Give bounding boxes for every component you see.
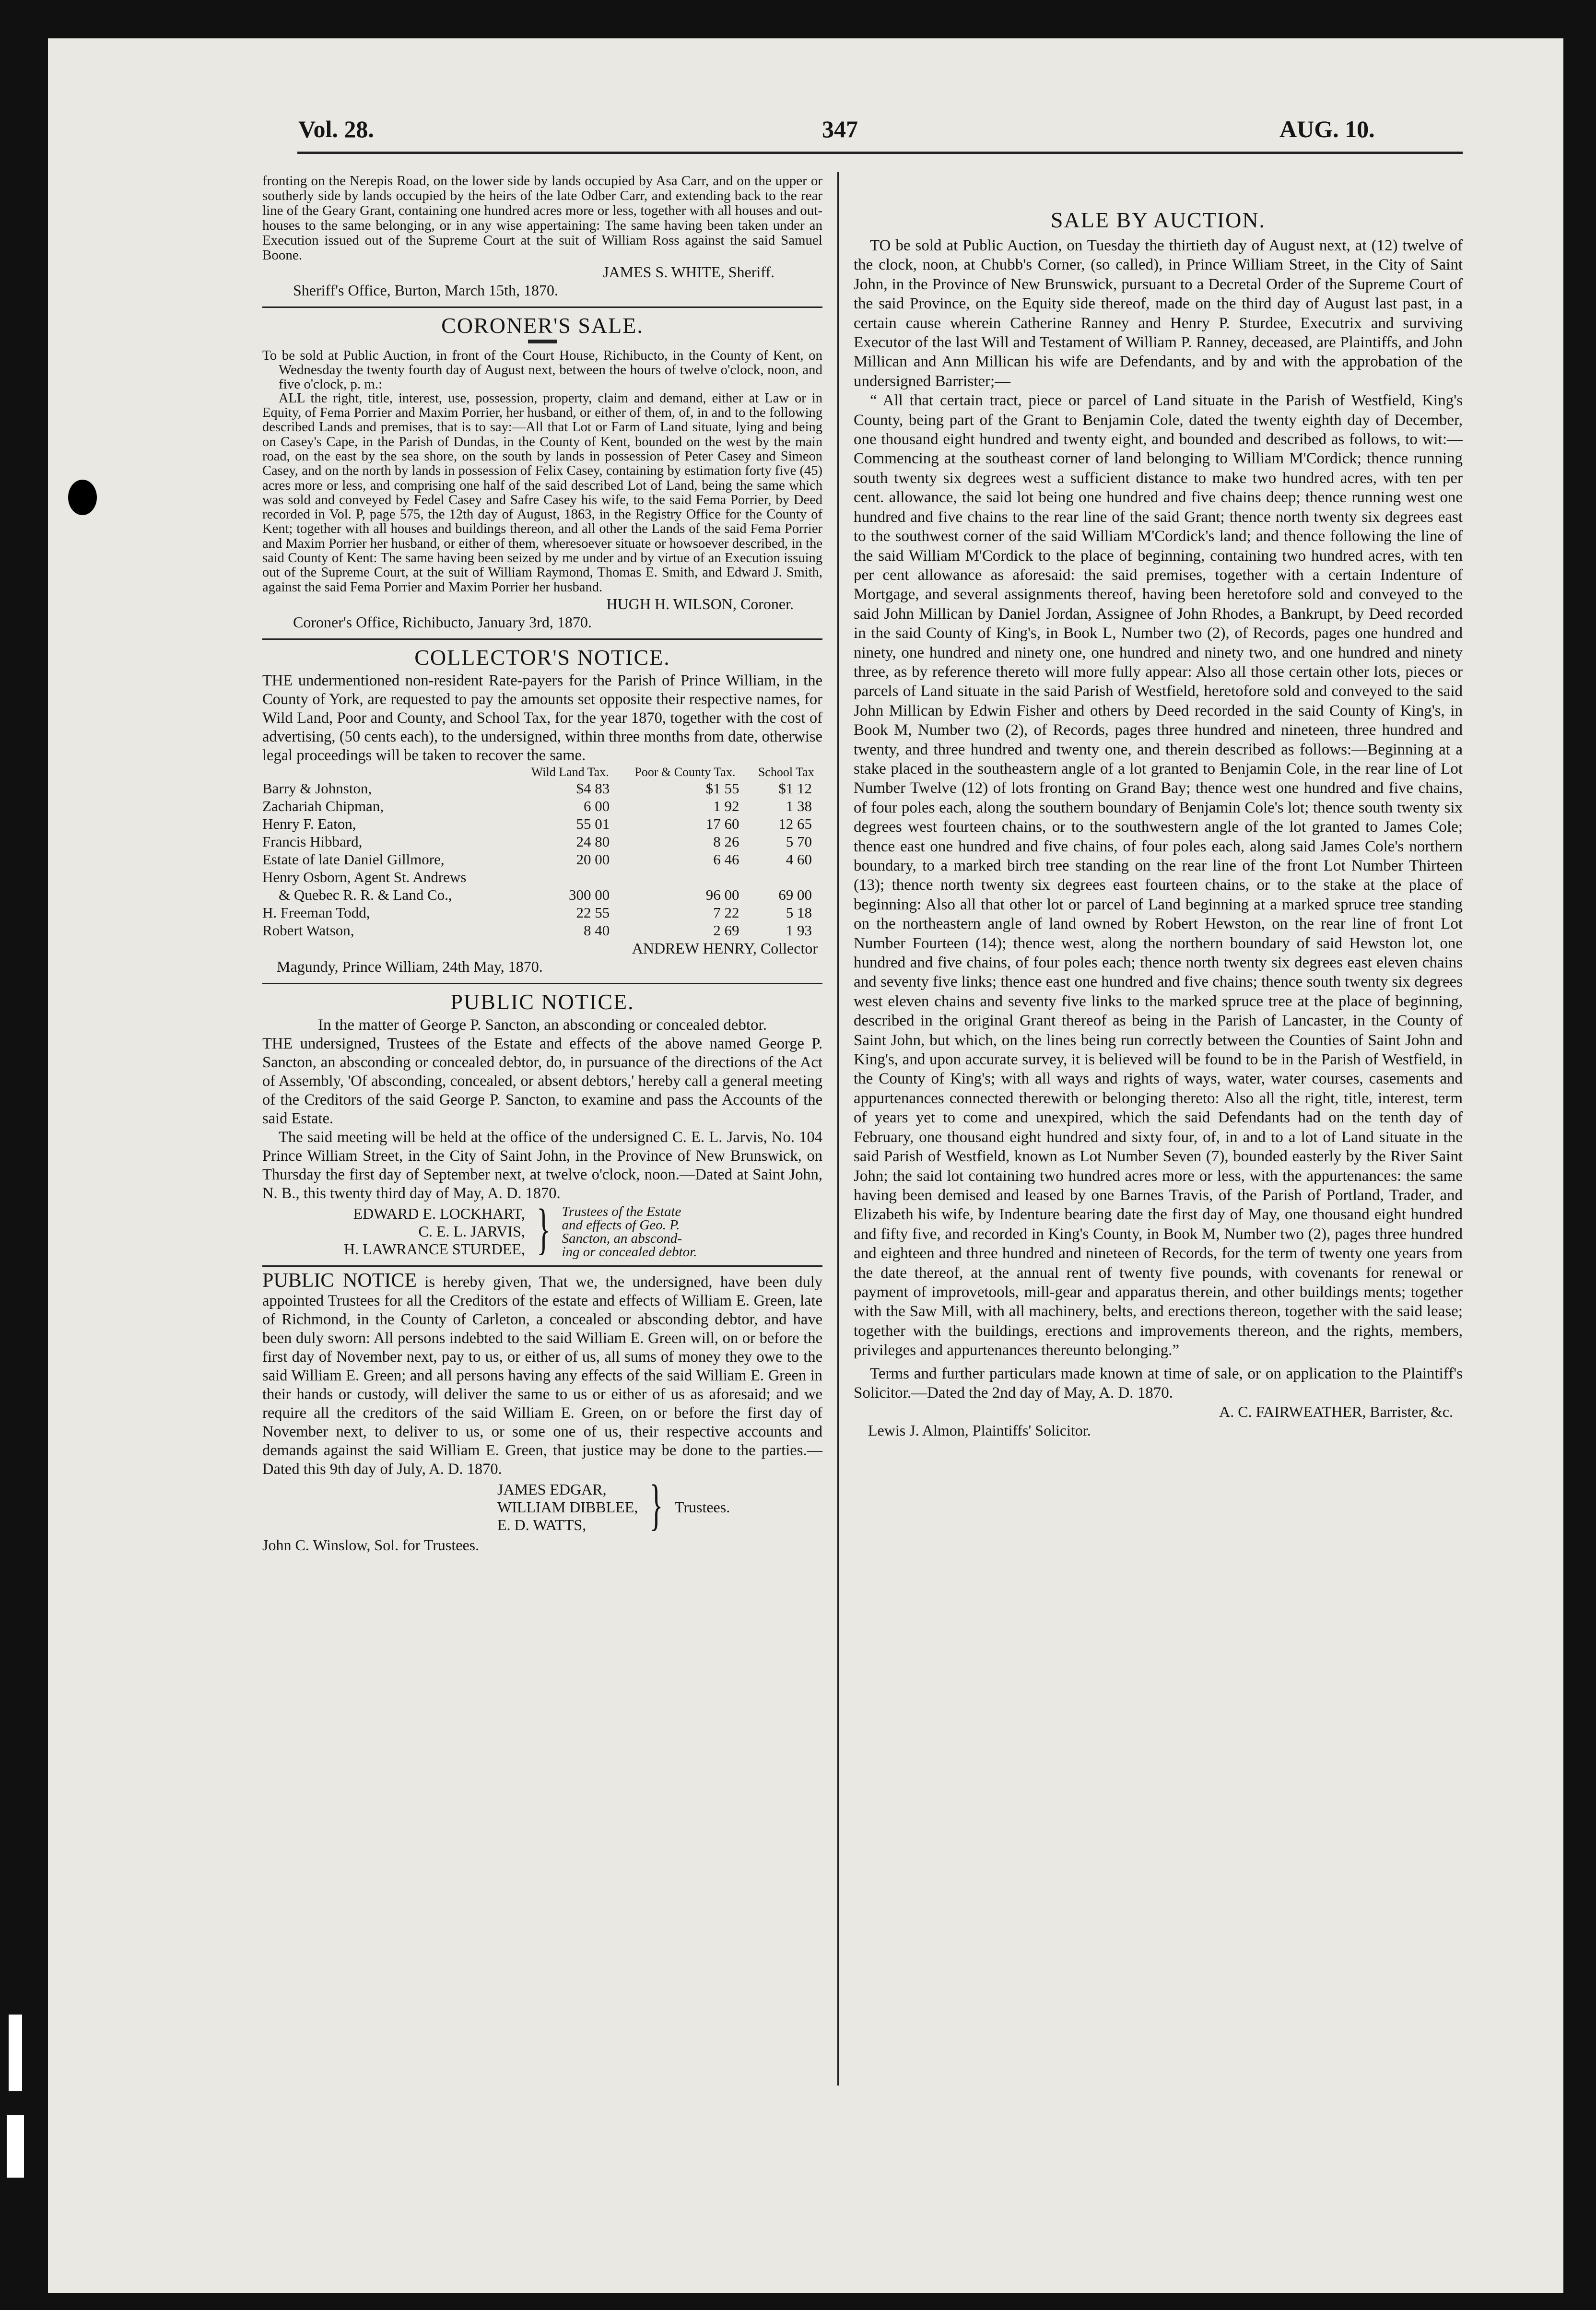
ink-blot [68, 480, 97, 515]
collector-notice [262, 645, 822, 976]
trustee-name: E. D. WATTS, [497, 1516, 587, 1533]
auction-title: SALE BY AUCTION. [1050, 208, 1266, 232]
barrister-signature: A. C. FAIRWEATHER, Barrister, &c. [1219, 1403, 1453, 1421]
carryover-text: fronting on the Nerepis Road, on the lower side by lands occupied by Asa Carr, and on the upper or southerly side by lands occupied by the heirs of the late Odber Carr, and extending back to the rear line of the Geary Grant, containing one hundred acres more or less, together with all houses and out-houses to the same belonging, or in any wise appertaining: The same having been taken under an Execution issued out of the Supreme Court at the suit of William Ross against the said Samuel Boone. [262, 173, 822, 263]
title-ornament [528, 340, 557, 343]
table-row: Henry Osborn, Agent St. Andrews [262, 868, 467, 885]
brace: } [537, 1197, 551, 1260]
sheriff-office: Sheriff's Office, Burton, March 15th, 1870. [293, 282, 558, 299]
col-school: School Tax [758, 765, 814, 779]
sheriff-signature: JAMES S. WHITE, Sheriff. [603, 263, 775, 281]
trustees-label: Trustees. [674, 1498, 730, 1516]
sancton-body-1: THE undersigned, Trustees of the Estate and effects of the above named George P. Sancton, an absconding or concealed debtor, do, in pursuance of the directions of the Act of Assembly, 'Of absconding, concealed, or absent debtors,' hereby call a general meeting of the Creditors of the said George P. Sancton, to examine and pass the Accounts of the said Estate. [262, 1035, 822, 1127]
edge-mark [7, 2115, 24, 2178]
auction-intro: TO be sold at Public Auction, on Tuesday the thirtieth day of August next, at (12) twelve of the clock, noon, at Chubb's Corner, (so called), in Prince William Street, in the City of Saint John, in the Province of New Brunswick, pursuant to a Decretal Order of the Supreme Court of the said Province, on the Equity side thereof, made on the third day of August last past, in a certain cause wherein Catherine Ranney and Henry P. Sturdee, Executrix and surviving Executor of the last Will and Testament of William P. Ranney, deceased, are Plaintiffs, and John Millican and Ann Millican his wife are Defendants, and by and with the approbation of the undersigned Barrister;— [854, 237, 1463, 390]
public-notice-sancton [262, 989, 822, 1259]
table-row: Barry & Johnston, $4 83 $1 55 $1 12 [262, 779, 812, 797]
right-column [854, 204, 1463, 1439]
trustee-role: Sancton, an abscond- [562, 1230, 682, 1246]
newspaper-page [48, 38, 1563, 2293]
separator [262, 1265, 822, 1267]
collector-place: Magundy, Prince William, 24th May, 1870. [277, 958, 543, 976]
auction-terms: Terms and further particulars made known at time of sale, or on application to the Plaintiff's Solicitor.—Dated the 2nd day of May, A. D. 1870. [854, 1365, 1463, 1402]
col-poor-county: Poor & County Tax. [634, 765, 736, 779]
auction-body: “ All that certain tract, piece or parcel of Land situate in the Parish of Westfield, King's County, being part of the Grant to Benjamin Cole, dated the twenty eighth day of December, one thousand eight hundred and twenty eight, and bounded and described as follows, to wit:—Commencing at the southeast corner of land belonging to William M'Cordick; thence running south twenty six degrees west a sufficient distance to make two hundred acres, with ten per cent. allowance, the said lot being one hundred and five chains deep; thence running west one hundred and five chains to the rear line of the said Grant; thence north twenty six degrees east to the southwest corner of the said William M'Cordick's land; and thence following the line of the said William M'Cordick to the place of beginning, containing two hundred acres, with ten per cent allowance as aforesaid: the said premises, together with a certain Indenture of Mortgage, and several assignments thereof, having been heretofore sold and conveyed to the said John Millican by Daniel Jordan, Assignee of John Rhodes, a Bankrupt, by Deed recorded in the said County of King's, in Book L, Number two (2), of Records, pages one hundred and ninety, one hundred and ninety one, one hundred and ninety two, and one hundred and ninety three, as by reference thereto will more fully appear: Also all those certain other lots, pieces or parcels of Land situate in the said Parish of Westfield, heretofore sold and conveyed to the said John Millican by Edwin Fisher and others by Deed recorded in the said County of King's, in Book M, Number two (2), of Records, pages three hundred and nineteen, three hundred and twenty, and three hundred and twenty one, and therein described as follows:—Beginning at a stake placed in the southeastern angle of a lot granted to Benjamin Cole, in the rear line of Lot Number Twelve (12) of lots fronting on Grand Bay; thence west one hundred and five chains, of four poles each, along the southern boundary of Benjamin Cole's lot; thence south twenty six degrees west fourteen chains, or to the southwestern angle of the lot granted to James Cole; thence east one hundred and five chains, of four poles each, along said James Cole's northern boundary, to a marked birch tree standing on the rear line of the front Lot Number Thirteen (13); thence north twenty six degrees east fourteen chains, or to the stake at the place of beginning: Also all that other lot or parcel of Land beginning at a marked spruce tree standing on the northeastern angle of land owned by Robert Hewston, on the rear line of front Lot Number Fourteen (14); thence west, along the northern boundary of said Hewston lot, one hundred and five chains, of four poles each; thence north twenty six degrees east eleven chains and seventy five links; thence east one hundred and five chains; thence south twenty six degrees west eleven chains and seventy five links to the marked spruce tree at the place of beginning, described in the original Grant thereof as being in the Parish of Lancaster, in the County of Saint John, but which, on the lines being run correctly between the Counties of Saint John and King's, and upon accurate survey, it is believed will be found to be in the Parish of Westfield, in the County of King's; with all ways and rights of ways, water, water courses, casements and appurtenances connected therewith or belonging thereto: Also all the right, title, interest, term of years yet to come and unexpired, which the said Defendants had on the tenth day of February, one thousand eight hundred and sixty four, of, in and to a lot of Land situate in the said Parish of Westfield, known as Lot Number Seven (7), bounded easterly by the River Saint John; the said lot containing two hundred acres more or less, with the appurtenances: the same having been demised and leased by one Barnes Travis, of the Parish of Portland, Trader, and Elizabeth his wife, by Indenture bearing date the first day of May, one thousand eight hundred and fifty five, and recorded in King's County, in Book M, Number two (2), pages three hundred and eighteen and three hundred and nineteen of Records, for the term of twenty one years from the date thereof, at the annual rent of twenty five pounds, with covenants for renewal or payment of improvetools, mill-gear and apparatus therein, and other buildings ments; together with the Saw Mill, with all machinery, belts, and erections thereon, together with the said lease; together with the buildings, erections and improvements thereon, and the rights, members, privileges and appurtenances thereunto belonging.” [854, 392, 1463, 1359]
matter-line: In the matter of George P. Sancton, an absconding or concealed debtor. [318, 1016, 767, 1034]
collector-signature: ANDREW HENRY, Collector [632, 939, 818, 957]
table-row: H. Freeman Todd, 22 55 7 22 5 18 [262, 904, 812, 921]
separator [262, 306, 822, 308]
edge-mark [9, 2015, 22, 2091]
carryover-notice [262, 174, 822, 300]
trustee-name: EDWARD E. LOCKHART, [353, 1204, 525, 1222]
table-row: Estate of late Daniel Gillmore, 20 00 6 46 4 60 [262, 850, 812, 868]
plaintiffs-solicitor: Lewis J. Almon, Plaintiffs' Solicitor. [868, 1421, 1091, 1439]
trustee-name: WILLIAM DIBBLEE, [497, 1498, 638, 1516]
column-divider [837, 172, 839, 2086]
coroner-body: ALL the right, title, interest, use, possession, property, claim and demand, either at Law or in Equity, of Fema Porrier and Maxim Porrier, her husband, or either of them, of, in and to the following described Lands and premises, that is to say:—All that Lot or Farm of Land situate, lying and being on Casey's Cape, in the Parish of Dundas, in the County of Kent, bounded on the west by the main road, on the east by the sea shore, on the south by lands in possession of Peter Casey and Simeon Casey, and on the north by lands in possession of Felix Casey, containing by estimation forty five (45) acres more or less, and comprising one half of the said described Lot of Land, being the same which was sold and conveyed by Fedel Casey and Safre Casey his wife, to the said Fema Porrier, by Deed recorded in Vol. P, page 575, the 12th day of August, 1863, in the Registry Office for the County of Kent; together with all houses and buildings thereon, and all other the Lands of the said Fema Porrier and Maxim Porrier her husband, or either of them, wheresoever situate or howsoever described, in the said County of Kent: The same having been seized by me under and by virtue of an Execution issuing out of the Supreme Court, at the suit of William Raymond, Thomas E. Smith, and Edward J. Smith, against the said Fema Porrier and Maxim Porrier her husband. [262, 390, 822, 595]
public-notice-title: PUBLIC NOTICE. [450, 989, 634, 1014]
brace: } [649, 1473, 663, 1536]
sancton-trustees [262, 1197, 822, 1260]
trustee-role: ing or concealed debtor. [562, 1244, 697, 1260]
volume-label: Vol. 28. [298, 116, 374, 142]
col-wild-land: Wild Land Tax. [531, 765, 609, 779]
green-solicitor: John C. Winslow, Sol. for Trustees. [262, 1536, 480, 1554]
coroner-signature: HUGH H. WILSON, Coroner. [606, 595, 794, 613]
issue-date: AUG. 10. [1279, 116, 1375, 142]
public-notice-lead: PUBLIC NOTICE [262, 1269, 417, 1292]
trustee-role: Trustees of the Estate [562, 1203, 681, 1219]
coroner-sale [262, 313, 822, 632]
collector-title: COLLECTOR'S NOTICE. [414, 645, 670, 670]
header-rule [297, 152, 1463, 154]
tax-table-header [262, 765, 822, 779]
table-row: Henry F. Eaton, 55 01 17 60 12 65 [262, 815, 812, 832]
separator [262, 638, 822, 640]
page-number: 347 [822, 116, 858, 142]
coroner-office: Coroner's Office, Richibucto, January 3rd, 1870. [293, 613, 592, 631]
trustee-name: H. LAWRANCE STURDEE, [344, 1240, 525, 1258]
green-body: is hereby given, That we, the undersigned, have been duly appointed Trustees for all the Creditors of the estate and effects of William E. Green, late of Richmond, in the County of Carleton, a concealed or absconding debtor, and have been duly sworn: All persons indebted to the said William E. Green will, on or before the first day of November next, pay to us, or either of us, all sums of money they owe to the said William E. Green; and all persons having any effects of the said William E. Green in their hands or custody, will deliver the same to us or either of us as aforesaid; and we require all the creditors of the said William E. Green, on or before the first day of November next, to deliver to us, or some one of us, their respective accounts and demands against the said William E. Green, that justice may be done to the parties.—Dated this 9th day of July, A. D. 1870. [262, 1273, 822, 1478]
table-row: & Quebec R. R. & Land Co., 300 00 96 00 69 00 [279, 886, 812, 903]
coroner-intro: To be sold at Public Auction, in front of the Court House, Richibucto, in the County of Kent, on Wednesday the twenty fourth day of August next, between the hours of twelve o'clock, noon, and five o'clock, p. m.: [262, 347, 822, 392]
green-trustees [262, 1473, 822, 1536]
trustee-name: C. E. L. JARVIS, [418, 1222, 525, 1240]
separator [262, 983, 822, 984]
table-row: Zachariah Chipman, 6 00 1 92 1 38 [262, 797, 812, 814]
left-column [262, 174, 822, 1554]
sancton-body-2: The said meeting will be held at the office of the undersigned C. E. L. Jarvis, No. 104 Prince William Street, in the City of Saint John, in the Province of New Brunswick, on Thursday the first day of September next, at twelve o'clock, noon.—Dated at Saint John, N. B., this twenty third day of May, A. D. 1870. [262, 1128, 822, 1202]
table-row: Robert Watson, 8 40 2 69 1 93 [262, 921, 812, 939]
coroner-title: CORONER'S SALE. [441, 313, 644, 338]
trustee-role: and effects of Geo. P. [562, 1217, 680, 1233]
table-row: Francis Hibbard, 24 80 8 26 5 70 [262, 833, 812, 850]
public-notice-green [262, 1269, 822, 1554]
collector-body: THE undermentioned non-resident Rate-payers for the Parish of Prince William, in the County of York, are requested to pay the amounts set opposite their respective names, for Wild Land, Poor and County, and School Tax, for the year 1870, together with the cost of advertising, (50 cents each), to the undersigned, within three months from date, otherwise legal proceedings will be taken to recover the same. [262, 672, 822, 764]
tax-table [262, 765, 822, 939]
trustee-name: JAMES EDGAR, [497, 1480, 607, 1498]
